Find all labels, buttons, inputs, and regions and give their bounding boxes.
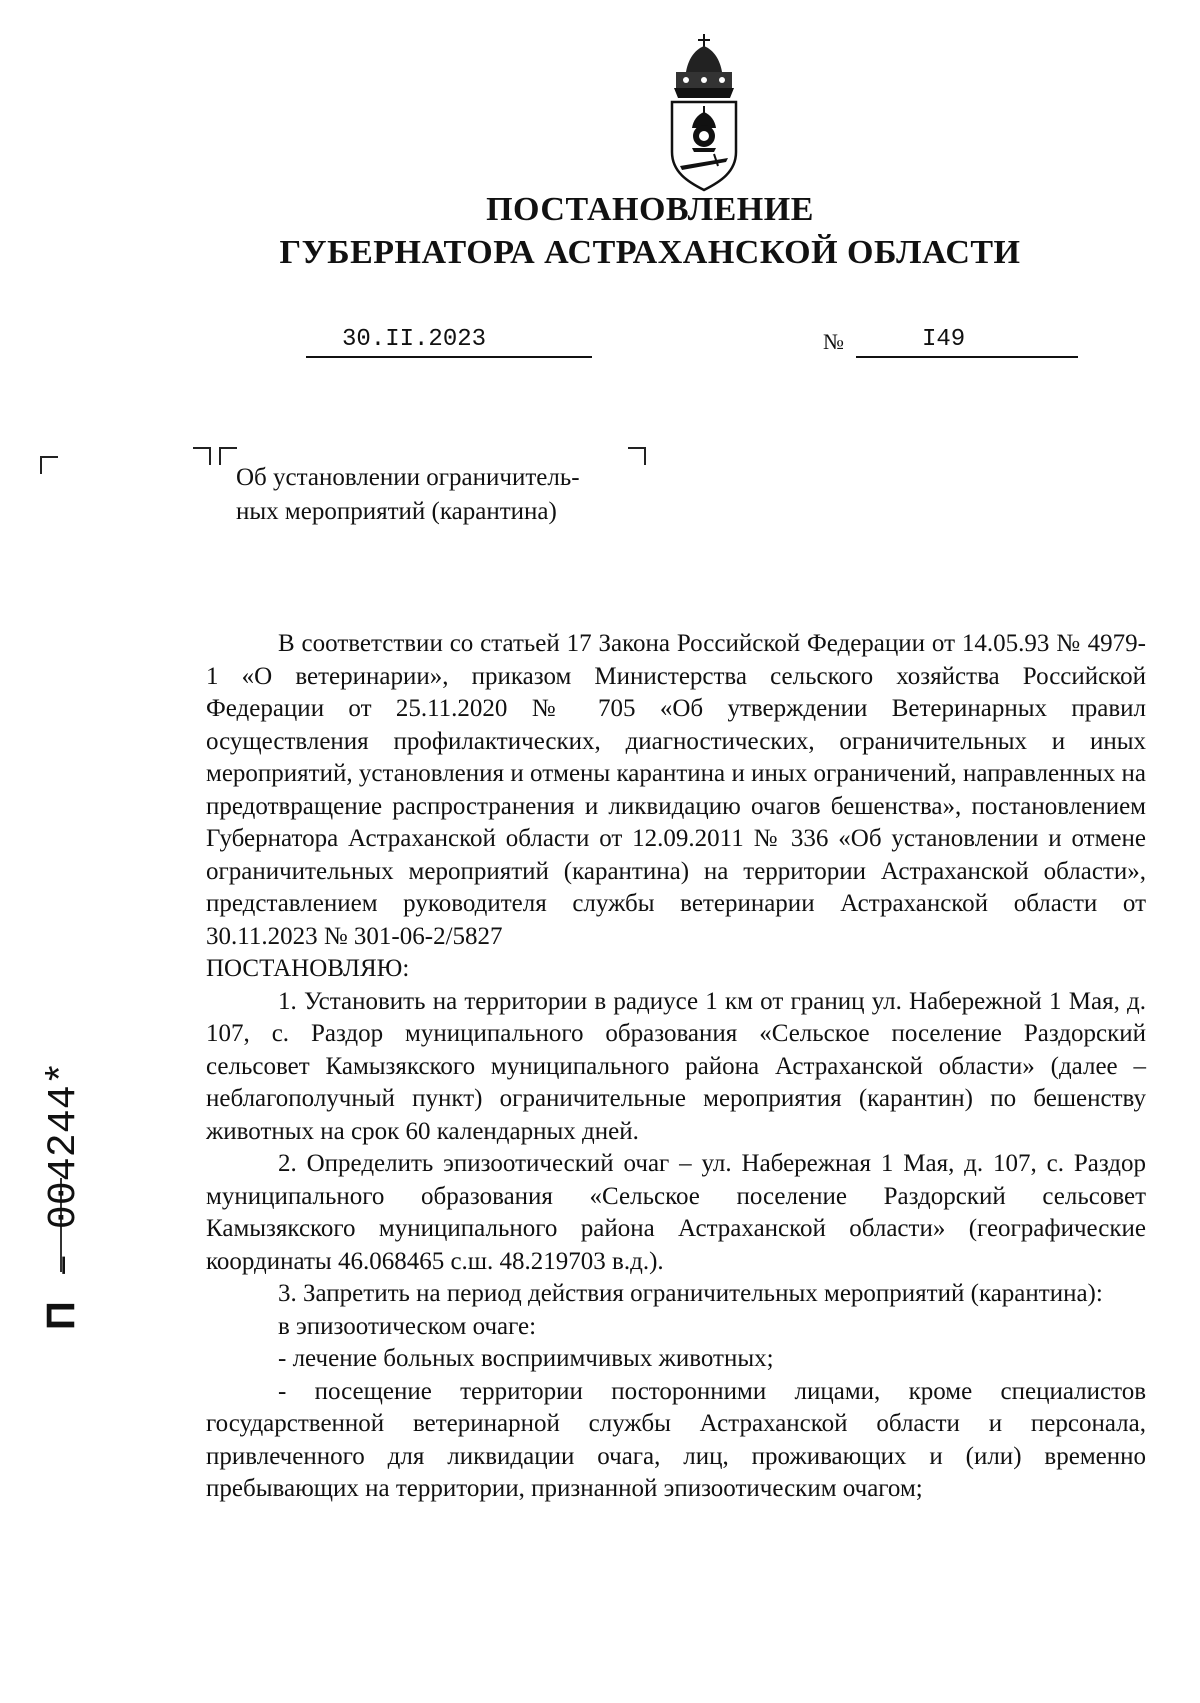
clause-3-item: - посещение территории посторонними лицами, кроме специалистов государственной ветеринарной службы Астраханской области и персонала, привлеченного для ликвидации очага, лиц, проживающих и (или) временно пребывающих на территории, признанной эпизоотическим очагом;	[206, 1377, 1146, 1502]
clause-3-subheading: в эпизоотическом очаге:	[278, 1312, 537, 1340]
document-date: 30.II.2023	[342, 326, 487, 353]
stamp-prefix: П	[39, 1301, 83, 1330]
coat-of-arms-emblem	[664, 32, 744, 192]
subject-line: Об установлении ограничитель-	[236, 464, 580, 491]
registration-stamp	[36, 1030, 86, 1330]
resolve-heading: ПОСТАНОВЛЯЮ:	[206, 955, 410, 982]
corner-mark	[40, 456, 58, 474]
document-subject	[236, 461, 666, 529]
document-number-field	[856, 328, 1078, 358]
clause-2: 2. Определить эпизоотический очаг – ул. Набережная 1 Мая, д. 107, с. Раздор муниципального образования «Сельское поселение Раздорский сельсовет Камызякского муниципального района Астраханской области» (географические координаты 46.068465 с.ш. 48.219703 в.д.).	[206, 1150, 1146, 1275]
document-title-line2: ГУБЕРНАТОРА АСТРАХАНСКОЙ ОБЛАСТИ	[279, 234, 1021, 271]
clause-3-item: - лечение больных восприимчивых животных;	[278, 1345, 774, 1372]
document-title-line1: ПОСТАНОВЛЕНИЕ	[486, 191, 814, 228]
stamp-suffix: *	[42, 1061, 87, 1086]
document-date-field	[306, 328, 592, 358]
document-number: I49	[922, 326, 966, 353]
corner-mark	[219, 447, 237, 465]
preamble-paragraph: В соответствии со статьей 17 Закона Российской Федерации от 14.05.93 № 4979-1 «О ветеринарии», приказом Министерства сельского хозяйства Российской Федерации от 25.11.2020 № 705 «Об утверждении Ветеринарных правил осуществления профилактических, диагностических, ограничительных и иных мероприятий, установления и отмены карантина и иных ограничений, направленных на предотвращение распространения и ликвидацию очагов бешенства», постановлением Губернатора Астраханской области от 12.09.2011 № 336 «Об установлении и отмене ограничительных мероприятий (карантина) на территории Астраханской области», представлением руководителя службы ветеринарии Астраханской области от 30.11.2023 № 301-06-2/5827	[206, 630, 1146, 950]
clause-1: 1. Установить на территории в радиусе 1 км от границ ул. Набережной 1 Мая, д. 107, с. Раздор муниципального образования «Сельское поселение Раздорский сельсовет Камызякского муниципального района Астраханской области» (далее – неблагополучный пункт) ограничительные мероприятия (карантин) по бешенству животных на срок 60 календарных дней.	[206, 987, 1146, 1145]
clause-3: 3. Запретить на период действия ограничительных мероприятий (карантина):	[278, 1280, 1103, 1307]
subject-line: ных мероприятий (карантина)	[236, 498, 557, 525]
document-body	[206, 628, 1146, 1506]
stamp-code: – 004244	[42, 1085, 87, 1302]
corner-mark	[193, 447, 211, 465]
document-number-label: №	[823, 329, 844, 354]
